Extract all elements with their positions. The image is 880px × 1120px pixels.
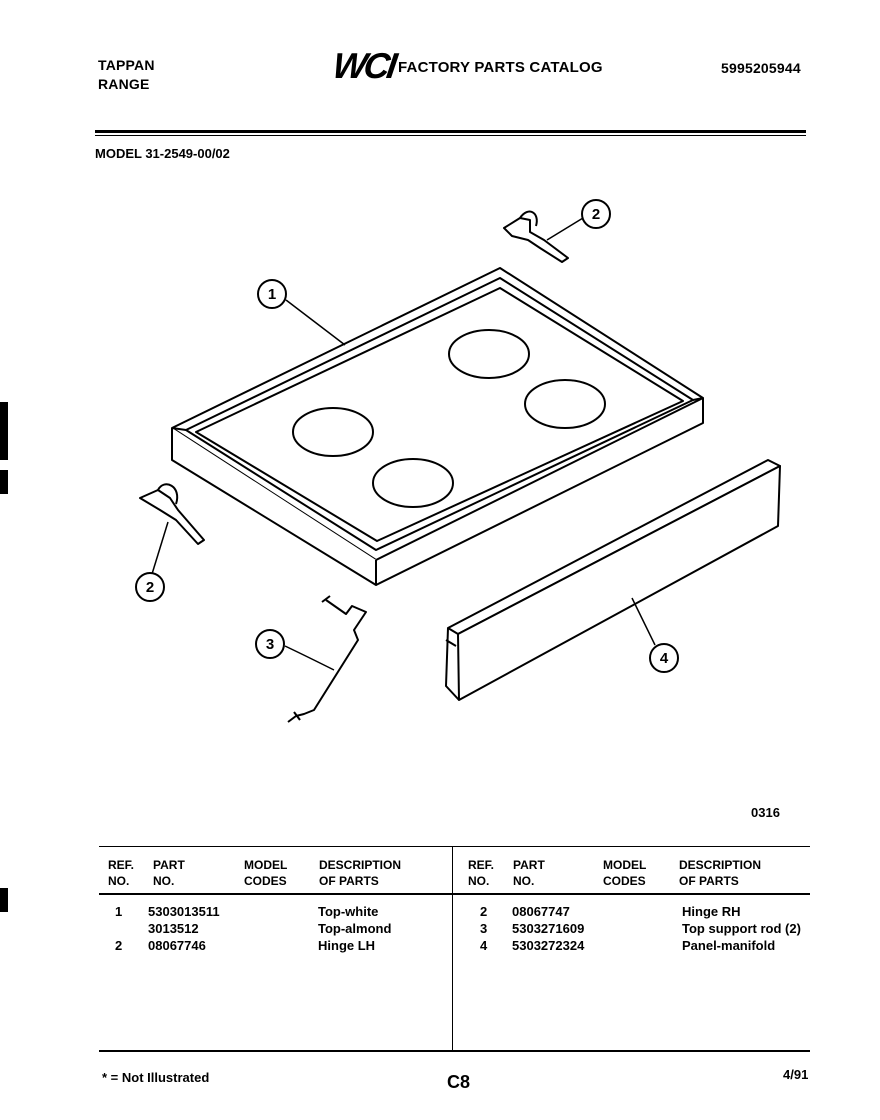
description: Top-white [318, 904, 379, 919]
header-part-no: PART NO. [513, 858, 545, 888]
table-center-divider [452, 846, 453, 1051]
page-code: C8 [447, 1072, 471, 1092]
part-no: 5303013511 [148, 904, 220, 919]
header-model-codes: MODEL CODES [244, 858, 288, 888]
hinge-lh [140, 484, 204, 544]
catalog-title: FACTORY PARTS CATALOG [398, 59, 603, 76]
catalog-number: 5995205944 [721, 60, 801, 76]
top-support-rod [288, 596, 366, 722]
model-number: MODEL 31-2549-00/02 [95, 146, 230, 161]
wci-logo: WCI [330, 45, 397, 86]
header-part-no: PART NO. [153, 858, 185, 888]
ref-no: 1 [115, 904, 123, 919]
footnote: * = Not Illustrated [102, 1070, 210, 1085]
hinge-rh [504, 212, 568, 262]
ref-no: 4 [480, 938, 488, 953]
figure-code: 0316 [751, 805, 780, 820]
ref-no: 2 [115, 938, 123, 953]
scan-edge-mark [0, 888, 8, 912]
part-no: 08067747 [512, 904, 570, 919]
description: Hinge RH [682, 904, 741, 919]
header-description: DESCRIPTION OF PARTS [319, 858, 402, 888]
description: Hinge LH [318, 938, 376, 953]
description: Top support rod (2) [682, 921, 801, 936]
product-type: RANGE [98, 76, 150, 92]
header-ref-no: REF. NO. [108, 858, 135, 888]
brand-name: TAPPAN [98, 57, 155, 73]
revision-date: 4/91 [783, 1067, 809, 1082]
callout-2-lh: 2 [145, 579, 155, 596]
header-model-codes: MODEL CODES [603, 858, 647, 888]
callout-3: 3 [265, 636, 275, 653]
ref-no: 2 [480, 904, 488, 919]
table-bottom-rule [99, 1050, 810, 1052]
callout-2-rh: 2 [591, 206, 601, 223]
part-no: 5303272324 [512, 938, 585, 953]
callout-4: 4 [659, 650, 669, 667]
ref-no: 3 [480, 921, 488, 936]
header-ref-no: REF. NO. [468, 858, 495, 888]
table-top-rule [99, 846, 810, 847]
table-header-rule [99, 893, 810, 895]
description: Top-almond [318, 921, 392, 936]
description: Panel-manifold [682, 938, 776, 953]
part-no: 08067746 [148, 938, 206, 953]
part-no: 3013512 [148, 921, 199, 936]
header-description: DESCRIPTION OF PARTS [679, 858, 762, 888]
part-no: 5303271609 [512, 921, 585, 936]
callout-1: 1 [267, 286, 277, 303]
